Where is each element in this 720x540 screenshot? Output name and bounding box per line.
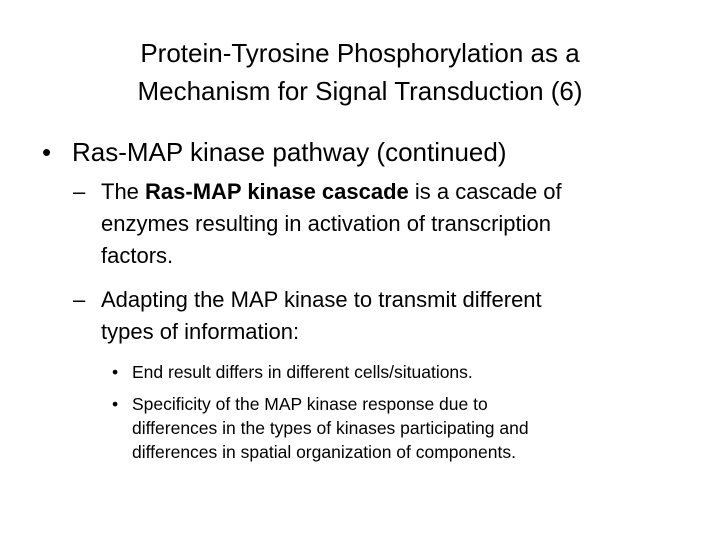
bold-term: Ras-MAP kinase cascade [145, 179, 409, 204]
dash-icon: – [73, 287, 86, 312]
sub-sub-bullet-line: differences in the types of kinases participating and [132, 418, 529, 438]
main-bullet-text: Ras-MAP kinase pathway (continued) [72, 137, 507, 167]
text-run: The [101, 179, 146, 204]
sub-bullet-line: Adapting the MAP kinase to transmit different [101, 287, 542, 312]
title-line-1: Protein-Tyrosine Phosphorylation as a [140, 38, 580, 68]
bullet-dot-icon: • [112, 362, 119, 382]
sub-bullet-line: types of information: [101, 319, 300, 344]
bullet-dot-icon: • [112, 394, 119, 414]
sub-bullet-text [101, 284, 661, 348]
sub-bullet-text [101, 176, 661, 272]
sub-sub-bullet-line: Specificity of the MAP kinase response due to [132, 394, 488, 414]
sub-sub-bullet-line: differences in spatial organization of components. [132, 442, 516, 462]
sub-sub-bullet-text [132, 360, 652, 384]
sub-bullet-line: enzymes resulting in activation of transcription [101, 211, 551, 236]
sub-bullet-line: factors. [101, 243, 174, 268]
sub-sub-bullet-text [132, 392, 652, 464]
sub-bullet-line [101, 176, 661, 208]
dash-icon: – [73, 179, 86, 204]
sub-sub-bullet-line: End result differs in different cells/situations. [132, 362, 473, 382]
bullet-dot-icon: • [42, 137, 52, 167]
title-line-2: Mechanism for Signal Transduction (6) [137, 76, 583, 106]
text-run: is a cascade of [408, 179, 562, 204]
